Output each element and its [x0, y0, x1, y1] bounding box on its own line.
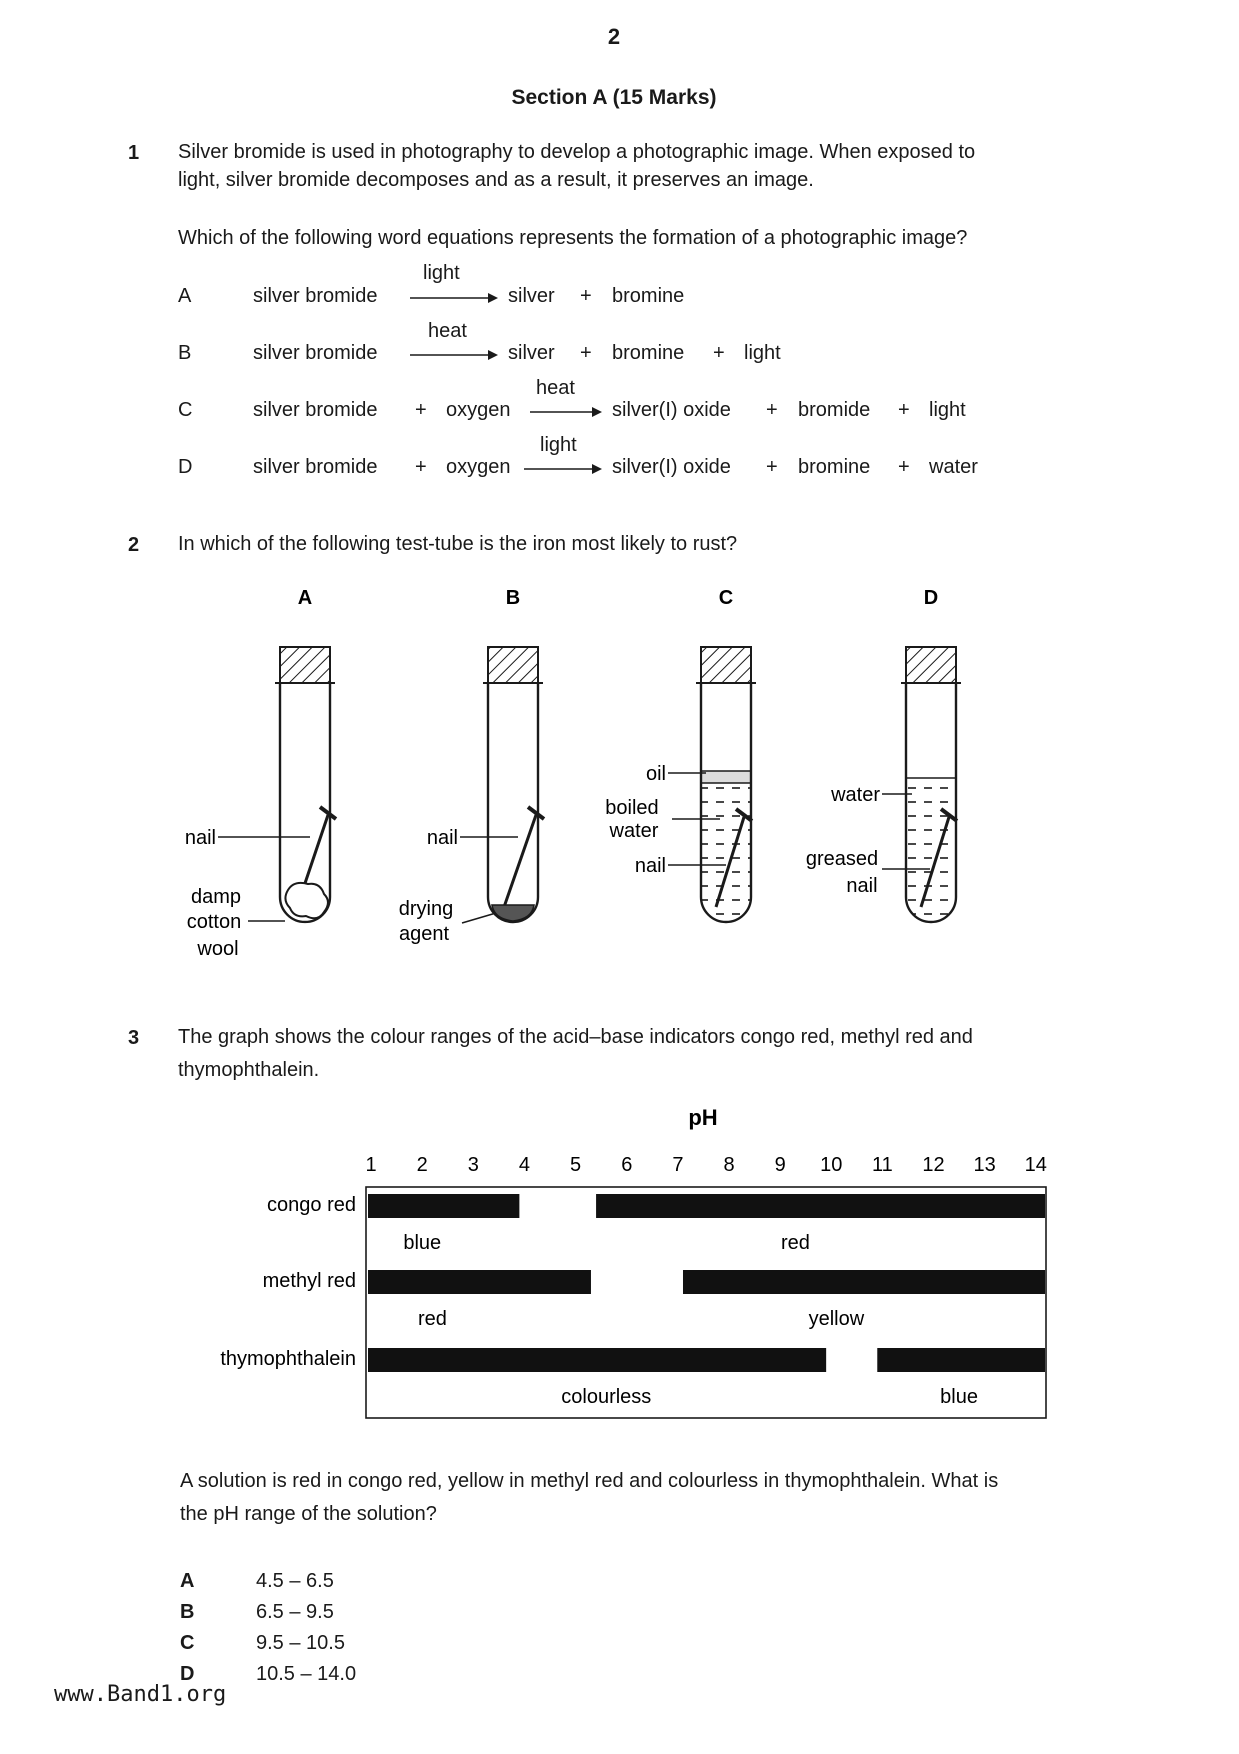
- plus-sign: +: [415, 456, 427, 478]
- page-number: 2: [607, 24, 621, 49]
- question-3-prompt-line1: A solution is red in congo red, yellow in methyl red and colourless in thymophthalein. What is: [180, 1470, 999, 1492]
- q1-option-b-letter[interactable]: B: [178, 342, 192, 364]
- q1-option-b-product-3: light: [744, 342, 781, 364]
- label: cotton: [186, 911, 242, 933]
- q1-option-c-reactant-1: silver bromide: [253, 399, 378, 421]
- plus-sign: +: [580, 342, 592, 364]
- chart-frame: [366, 1187, 1046, 1418]
- q1-option-c-condition: heat: [536, 377, 575, 399]
- q1-option-a-product-2: bromine: [612, 285, 685, 307]
- label: oil: [645, 763, 666, 785]
- colour-range-bar: [877, 1348, 1045, 1372]
- question-3-prompt-line2: the pH range of the solution?: [180, 1503, 437, 1525]
- plus-sign: +: [766, 456, 778, 478]
- label: wool: [197, 938, 239, 960]
- ph-tick-label: 1: [365, 1154, 377, 1176]
- q1-option-d-reactant-1: silver bromide: [253, 456, 378, 478]
- indicator-name: methyl red: [262, 1270, 356, 1292]
- question-1-prompt: Which of the following word equations represents the formation of a photographic image?: [178, 227, 968, 249]
- ph-tick-label: 5: [570, 1154, 582, 1176]
- question-3-text-line2: thymophthalein.: [178, 1059, 320, 1081]
- label: damp: [190, 886, 242, 908]
- q1-option-d-reactant-2: oxygen: [446, 456, 511, 478]
- label: nail: [426, 827, 458, 849]
- ph-tick-label: 11: [872, 1154, 893, 1176]
- test-tube-diagram: [170, 585, 1010, 970]
- q3-option-d-value: 10.5 – 14.0: [256, 1663, 357, 1685]
- ph-tick-label: 7: [672, 1154, 684, 1176]
- question-1-number: 1: [128, 142, 140, 164]
- test-tube-d[interactable]: [806, 587, 961, 922]
- q1-option-d-product-3: water: [929, 456, 978, 478]
- q3-option-d-letter[interactable]: D: [180, 1663, 195, 1685]
- tube-a-letter: A: [297, 587, 313, 609]
- reaction-arrow-icon: [408, 345, 500, 365]
- q3-option-c-value: 9.5 – 10.5: [256, 1632, 345, 1654]
- q1-option-b-product-2: bromine: [612, 342, 685, 364]
- colour-label: red: [781, 1232, 810, 1254]
- reaction-arrow-icon: [522, 459, 604, 479]
- ph-tick-label: 4: [518, 1154, 531, 1176]
- q1-option-a-condition: light: [423, 262, 460, 284]
- question-1-text-line2: light, silver bromide decomposes and as a result, it preserves an image.: [178, 169, 814, 191]
- question-2-number: 2: [128, 534, 140, 556]
- colour-label: red: [418, 1308, 447, 1330]
- indicator-name: congo red: [267, 1194, 356, 1216]
- chart-title: pH: [688, 1105, 718, 1130]
- question-3-number: 3: [128, 1027, 140, 1049]
- q1-option-c-product-1: silver(I) oxide: [612, 399, 731, 421]
- tube-c-letter: C: [718, 587, 734, 609]
- reaction-arrow-icon: [528, 402, 604, 422]
- ph-tick-label: 9: [774, 1154, 786, 1176]
- question-3-text-line1: The graph shows the colour ranges of the acid–base indicators congo red, methyl red and: [178, 1026, 973, 1048]
- ph-tick-label: 13: [973, 1154, 996, 1176]
- question-1-text-line1: Silver bromide is used in photography to develop a photographic image. When exposed to: [178, 141, 976, 163]
- q1-option-d-letter[interactable]: D: [178, 456, 193, 478]
- q1-option-d-product-1: silver(I) oxide: [612, 456, 731, 478]
- q1-option-b-condition: heat: [428, 320, 467, 342]
- label: drying: [398, 898, 454, 920]
- plus-sign: +: [898, 456, 910, 478]
- ph-tick-label: 12: [922, 1154, 945, 1176]
- footer-watermark: www.Band1.org: [54, 1682, 227, 1707]
- q1-option-c-reactant-2: oxygen: [446, 399, 511, 421]
- indicator-range-chart: [180, 1095, 1060, 1435]
- label: nail: [184, 827, 216, 849]
- ph-tick-label: 14: [1024, 1154, 1047, 1176]
- colour-range-bar: [368, 1348, 826, 1372]
- label: greased: [805, 848, 879, 870]
- q1-option-a-reactant: silver bromide: [253, 285, 378, 307]
- q1-option-d-product-2: bromine: [798, 456, 871, 478]
- colour-range-bar: [683, 1270, 1045, 1294]
- test-tube-b[interactable]: [399, 587, 544, 945]
- q1-option-d-condition: light: [540, 434, 577, 456]
- q1-option-a-letter[interactable]: A: [178, 285, 192, 307]
- q3-option-a-letter[interactable]: A: [180, 1570, 195, 1592]
- plus-sign: +: [713, 342, 725, 364]
- colour-range-bar: [368, 1270, 591, 1294]
- colour-label: blue: [403, 1232, 442, 1254]
- q1-option-a-product-1: silver: [508, 285, 555, 307]
- ph-tick-label: 6: [621, 1154, 633, 1176]
- colour-label: colourless: [561, 1386, 652, 1408]
- test-tube-c[interactable]: [605, 587, 756, 922]
- plus-sign: +: [898, 399, 910, 421]
- q1-option-c-letter[interactable]: C: [178, 399, 193, 421]
- stopper: [280, 647, 330, 683]
- q3-option-a-value: 4.5 – 6.5: [256, 1570, 334, 1592]
- q3-option-c-letter[interactable]: C: [180, 1632, 195, 1654]
- section-title: Section A (15 Marks): [511, 86, 717, 109]
- q1-option-b-product-1: silver: [508, 342, 555, 364]
- stopper: [906, 647, 956, 683]
- ph-tick-label: 2: [416, 1154, 428, 1176]
- question-2-text: In which of the following test-tube is the iron most likely to rust?: [178, 533, 738, 555]
- q1-option-c-product-2: bromide: [798, 399, 871, 421]
- label: nail: [846, 875, 878, 897]
- indicator-name: thymophthalein: [220, 1348, 356, 1370]
- ph-tick-label: 8: [723, 1154, 735, 1176]
- q3-option-b-letter[interactable]: B: [180, 1601, 195, 1623]
- cotton-wool: [285, 883, 328, 918]
- tube-b-letter: B: [505, 587, 521, 609]
- nail: [503, 815, 536, 910]
- stopper: [488, 647, 538, 683]
- plus-sign: +: [580, 285, 592, 307]
- ph-tick-label: 3: [467, 1154, 479, 1176]
- ph-tick-label: 10: [820, 1154, 843, 1176]
- label: water: [831, 784, 880, 806]
- tube-d-letter: D: [923, 587, 939, 609]
- plus-sign: +: [415, 399, 427, 421]
- q1-option-b-reactant: silver bromide: [253, 342, 378, 364]
- test-tube-a[interactable]: [185, 587, 336, 960]
- label: water: [609, 820, 659, 842]
- stopper: [701, 647, 751, 683]
- colour-label: blue: [940, 1386, 978, 1408]
- plus-sign: +: [766, 399, 778, 421]
- colour-label: yellow: [808, 1308, 865, 1330]
- label: boiled: [605, 797, 659, 819]
- colour-range-bar: [368, 1194, 519, 1218]
- colour-range-bar: [596, 1194, 1045, 1218]
- reaction-arrow-icon: [408, 288, 500, 308]
- label: nail: [634, 855, 666, 877]
- q1-option-c-product-3: light: [929, 399, 966, 421]
- label: agent: [398, 923, 450, 945]
- q3-option-b-value: 6.5 – 9.5: [256, 1601, 334, 1623]
